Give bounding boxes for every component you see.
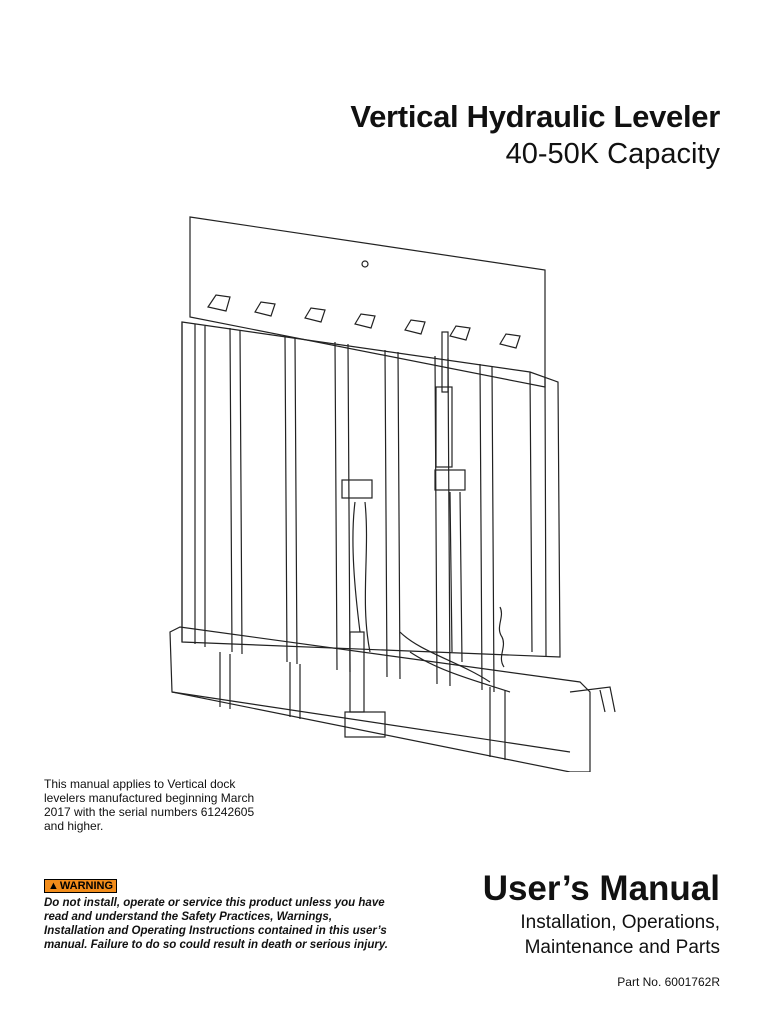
applicability-note: This manual applies to Vertical dock levelers manufactured beginning March 2017 with the serial numbers 61242605 and higher. (44, 777, 255, 833)
hinge-lugs (208, 295, 520, 348)
warning-triangle-icon: ▲ (48, 880, 59, 892)
manual-subtitle-line2: Maintenance and Parts (524, 937, 720, 958)
part-number: Part No. 6001762R (617, 975, 720, 989)
deck-frame (182, 322, 560, 657)
warning-badge (44, 879, 117, 893)
warning-badge-label: WARNING (59, 880, 114, 892)
warning-block (44, 876, 389, 952)
document-subtitle: 40-50K Capacity (505, 138, 720, 170)
manual-title-block (483, 868, 720, 960)
document-title: Vertical Hydraulic Leveler (350, 99, 720, 134)
base-frame (170, 627, 615, 772)
lip-plate (190, 217, 545, 387)
warning-text: Do not install, operate or service this product unless you have read and understand the Safety Practices, Warnings, Installation and Operating Instructions contained in this user’s manual. Failure to do so could result in death or serious injury. (44, 897, 388, 951)
leveler-line-drawing (160, 212, 620, 772)
safety-chain (499, 607, 504, 667)
manual-subtitle-line1: Installation, Operations, (520, 912, 720, 933)
document-title-block (350, 98, 720, 172)
hydraulic-cylinder (342, 332, 510, 712)
manual-title: User’s Manual (482, 869, 720, 908)
